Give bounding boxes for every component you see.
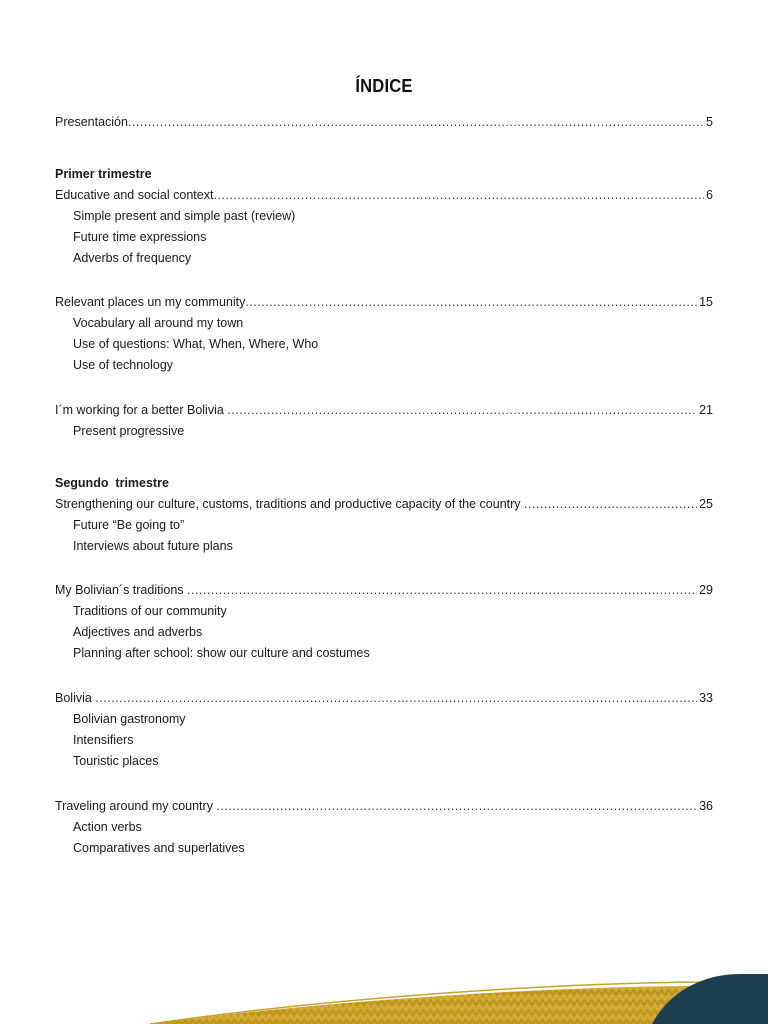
toc-topic: Action verbs <box>73 820 142 834</box>
page-number: 6 <box>706 188 713 202</box>
toc-topic: Interviews about future plans <box>73 539 233 553</box>
section-heading-segundo-trimestre: Segundo trimestre <box>55 476 169 490</box>
leader-dots <box>128 113 704 131</box>
leader-dots <box>245 293 697 311</box>
leader-dots <box>95 689 697 707</box>
leader-dots <box>213 186 704 204</box>
toc-entry-unit-3[interactable] <box>55 401 713 419</box>
toc-entry-unit-6[interactable] <box>55 689 713 707</box>
toc-topic: Traditions of our community <box>73 604 227 618</box>
page-number: 29 <box>699 583 713 597</box>
section-heading-primer-trimestre: Primer trimestre <box>55 167 152 181</box>
toc-entry-label: Traveling around my country <box>55 799 217 813</box>
page-number: 5 <box>706 115 713 129</box>
page-number: 21 <box>699 403 713 417</box>
toc-entry-label: Bolivia <box>55 691 96 705</box>
toc-topic: Simple present and simple past (review) <box>73 209 296 223</box>
toc-topic: Intensifiers <box>73 733 134 747</box>
toc-topic: Bolivian gastronomy <box>73 712 186 726</box>
toc-entry-label: Presentación <box>55 115 128 129</box>
toc-entry-label: Relevant places un my community <box>55 295 246 309</box>
toc-topic: Touristic places <box>73 754 159 768</box>
toc-topic: Vocabulary all around my town <box>73 316 244 330</box>
toc-entry-unit-5[interactable] <box>55 581 713 599</box>
toc-topic: Adverbs of frequency <box>73 251 192 265</box>
page-number: 15 <box>699 295 713 309</box>
toc-entry-label: I´m working for a better Bolivia <box>55 403 228 417</box>
leader-dots <box>524 495 697 513</box>
toc-topic: Use of technology <box>73 358 174 372</box>
toc-topic: Comparatives and superlatives <box>73 841 245 855</box>
leader-dots <box>216 797 697 815</box>
toc-entry-unit-7[interactable] <box>55 797 713 815</box>
toc-entry-unit-1[interactable] <box>55 186 713 204</box>
page-number: 36 <box>699 799 713 813</box>
leader-dots <box>187 581 697 599</box>
leader-dots <box>227 401 697 419</box>
toc-topic: Present progressive <box>73 424 185 438</box>
toc-topic: Use of questions: What, When, Where, Who <box>73 337 319 351</box>
toc-entry-label: Educative and social context <box>55 188 214 202</box>
footer-decoration <box>0 960 768 1024</box>
page-title: ÍNDICE <box>355 76 413 96</box>
toc-topic: Planning after school: show our culture and costumes <box>73 646 370 660</box>
toc-topic: Future “Be going to” <box>73 518 185 532</box>
toc-entry-label: Strengthening our culture, customs, traditions and productive capacity of the country <box>55 497 525 511</box>
toc-topic: Adjectives and adverbs <box>73 625 203 639</box>
toc-entry-unit-4[interactable] <box>55 495 713 513</box>
page-number: 25 <box>699 497 713 511</box>
toc-topic: Future time expressions <box>73 230 207 244</box>
page-number: 33 <box>699 691 713 705</box>
toc-entry-label: My Bolivian´s traditions <box>55 583 187 597</box>
toc-entry-presentation[interactable] <box>55 113 713 131</box>
toc-entry-unit-2[interactable] <box>55 293 713 311</box>
